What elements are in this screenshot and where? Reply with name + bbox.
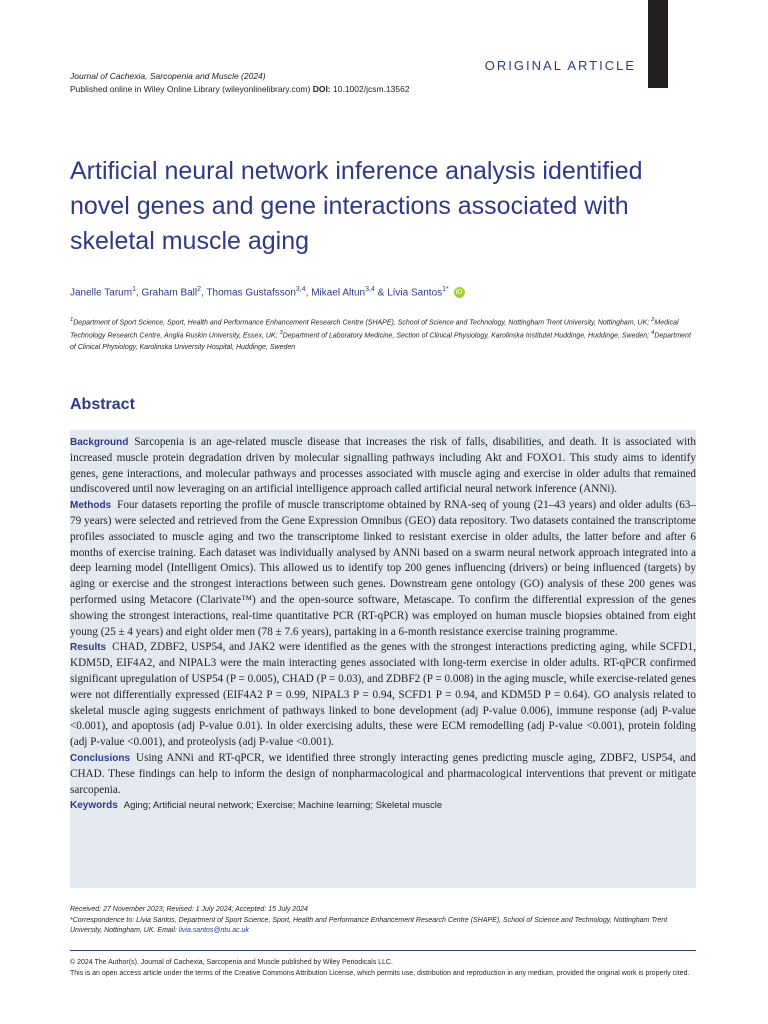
abstract-heading: Abstract — [70, 396, 135, 413]
author-name[interactable]: Mikael Altun — [311, 287, 366, 299]
affiliations: $^1$Department of Sport Science, Sport, Health and Performance Enhancement Research Centre (SHAPE), School of Science and Technology, Nottingham Trent University, Nottingham, UK; $^2$Medical Technology Research Centre, Anglia Ruskin University, Essex, UK; $^3$Department of Laboratory Medicine, Section of Clinical Physiology, Karolinska Institutet Huddinge, Huddinge, Sweden; $^4$Department of Clinical Physiology, Karolinska University Hospital, Huddinge, Sweden — [70, 317, 691, 351]
abstract-conclusions: Conclusions Using ANNi and RT-qPCR, we identified three strongly interacting genes predicting muscle aging, ZDBF2, USP54, and CHAD. These findings can help to inform the design of nonpharmacological and pharmacological interventions that prevent or mitigate sarcopenia. — [70, 751, 696, 796]
abstract-background: Background Sarcopenia is an age-related muscle disease that increases the risk of falls, disabilities, and death. It is associated with increased muscle protein degradation driven by molecular signalling pathways including Akt and FOXO1. This study aims to identify genes, gene interactions, and molecular pathways and processes associated with muscle aging and exercise in older adults that remained undiscovered until now leveraging on an artificial intelligence approach called artificial neural network inference (ANNi). — [70, 436, 696, 496]
affiliation-mark: 2 — [197, 286, 202, 293]
author-name[interactable]: Graham Ball — [141, 287, 198, 299]
doi-label: DOI: — [312, 84, 331, 94]
article-footnotes — [70, 905, 696, 937]
author-list: Janelle Tarum$^1$, Graham Ball$^2$, Thomas Gustafsson$^{3,4}$, Mikael Altun$^{3,4}$ & Lívia Santos$^{1*}$ iD — [70, 286, 465, 298]
license-text: This is an open access article under the terms of the Creative Commons Attribution License, which permits use, distribution and reproduction in any medium, provided the original work is properly cited. — [70, 969, 690, 977]
journal-info — [70, 70, 410, 96]
affiliation-mark: 3,4 — [295, 286, 306, 293]
affiliation-mark: 1* — [442, 286, 449, 293]
publication-line — [70, 83, 410, 96]
correspondence: *Correspondence to: Lívia Santos, Department of Sport Science, Sport, Health and Performance Enhancement Research Centre (SHAPE), School of Science and Technology, Nottingham Trent University, Nottingham, UK. Email: livia.santos@ntu.ac.uk — [70, 916, 668, 934]
author-name[interactable]: Janelle Tarum — [70, 287, 133, 299]
doi-link[interactable]: 10.1002/jcsm.13562 — [333, 84, 410, 94]
keywords: Keywords Aging; Artificial neural network; Exercise; Machine learning; Skeletal muscle — [70, 800, 443, 812]
copyright-line: © 2024 The Author(s). Journal of Cachexia, Sarcopenia and Muscle published by Wiley Periodicals LLC. — [70, 959, 393, 966]
abstract-body — [70, 435, 696, 814]
article-type-badge: ORIGINAL ARTICLE — [484, 58, 636, 73]
author-name[interactable]: Thomas Gustafsson — [206, 287, 296, 299]
license-block — [70, 958, 696, 979]
affiliation-mark: 1 — [132, 286, 136, 293]
abstract-methods: Methods Four datasets reporting the profile of muscle transcriptome obtained by RNA-seq of young (21–43 years) and older adults (63–79 years) were selected and retrieved from the Gene Expression Omnibus (GEO) data repository. Two datasets contained the transcriptome profiles associated to muscle aging and two the transcriptome linked to resistant exercise in older adults, the latter before and after 6 months of exercise training. Each dataset was individually analysed by ANNi based on a swarm neural network approach integrated into a deep learning model (Intelligent Omics). This allowed us to identify top 200 genes influencing (drivers) or being influenced (targets) by aging or exercise and the strongest interactions between such genes. Downstream gene ontology (GO) analysis of these 200 genes was performed using Metacore (Clarivate™) and the open-source software, Metascape. To confirm the differential expression of the genes showing the strongest interactions, real-time quantitative PCR (RT-qPCR) was employed on human muscle biopsies obtained from eight young (25 ± 4 years) and eight older men (78 ± 7.6 years), partaking in a 6-month resistance exercise training programme. — [70, 499, 696, 638]
corner-tab — [648, 0, 668, 88]
published-text: Published online in Wiley Online Library (wileyonlinelibrary.com) — [70, 84, 311, 94]
divider — [70, 950, 696, 951]
abstract-results: Results CHAD, ZDBF2, USP54, and JAK2 were identified as the genes with the strongest interactions predicting aging, while SCFD1, KDM5D, EIF4A2, and NIPAL3 were the main interacting genes associated with long-term exercise in older adults. RT-qPCR confirmed significant upregulation of USP54 (P = 0.005), CHAD (P = 0.03), and ZDBF2 (P = 0.008) in the aging muscle, while exercise-related genes were not differentially expressed (EIF4A2 P = 0.99, NIPAL3 P = 0.94, SCFD1 P = 0.94, and KDM5D P = 0.64). GO analysis related to skeletal muscle aging suggests enrichment of pathways linked to bone development (adj P-value 0.006), immune response (adj P-value <0.001), and apoptosis (adj P-value 0.01). In older exercising adults, these were ECM remodelling (adj P-value <0.001), protein folding (adj P-value <0.001), and proteolysis (adj P-value <0.001). — [70, 641, 696, 749]
author-name[interactable]: Lívia Santos — [387, 287, 443, 299]
email-link[interactable]: livia.santos@ntu.ac.uk — [178, 927, 249, 934]
article-title: Artificial neural network inference analysis identified novel genes and gene interactions associated with skeletal muscle aging — [70, 157, 643, 255]
affiliation-mark: 3,4 — [365, 286, 375, 293]
orcid-icon[interactable]: iD — [454, 287, 465, 298]
journal-name: Journal of Cachexia, Sarcopenia and Muscle (2024) — [70, 71, 266, 81]
dates-line: Received: 27 November 2023; Revised: 1 July 2024; Accepted: 15 July 2024 — [70, 906, 308, 913]
